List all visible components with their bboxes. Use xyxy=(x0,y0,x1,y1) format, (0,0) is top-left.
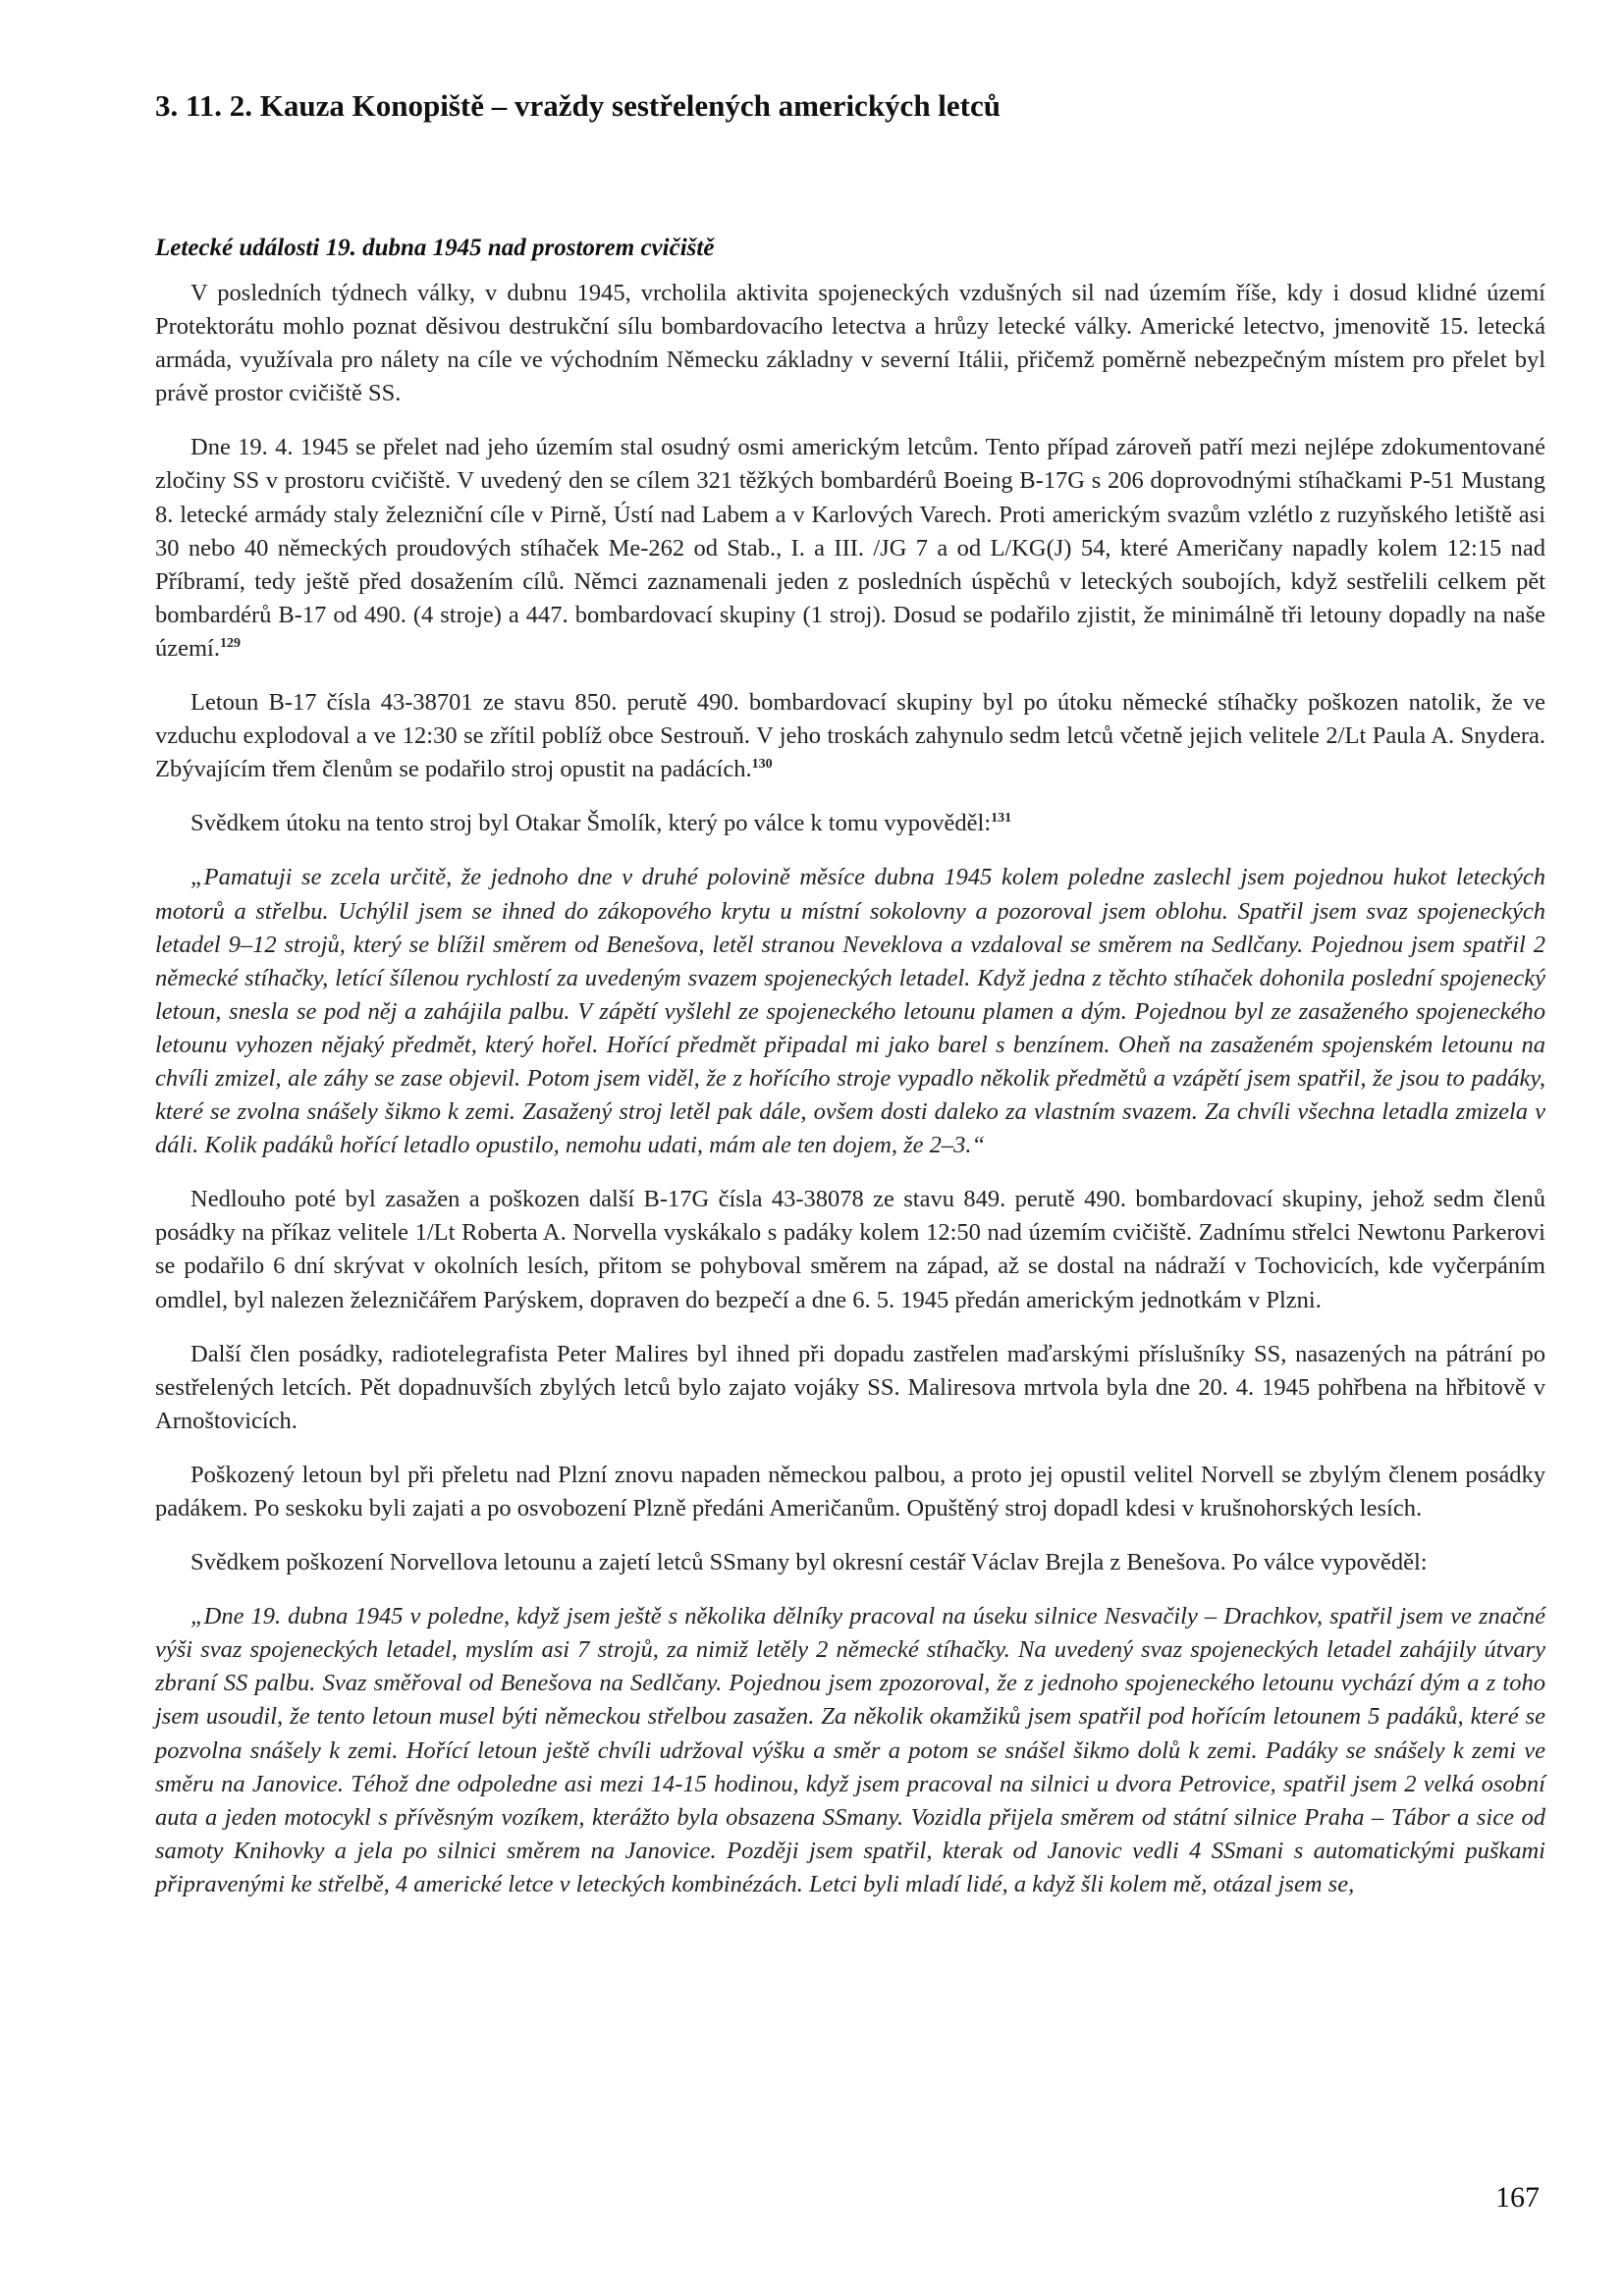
paragraph-text: Poškozený letoun byl při přeletu nad Plzní znovu napaden německou palbou, a proto jej opustil velitel Norvell se zbylým členem posádky padákem. Po seskoku byli zajati a po osvobození Plzně předáni Američanům. Opuštěný stroj dopadl kdesi v krušnohorských lesích. xyxy=(155,1461,1545,1522)
paragraph-text: Letoun B-17 čísla 43-38701 ze stavu 850. perutě 490. bombardovací skupiny byl po útoku německé stíhačky poškozen natolik, že ve vzduchu explodoval a ve 12:30 se zřítil poblíž obce Sestrouň. V jeho troskách zahynulo sedm letců včetně jejich velitele 2/Lt Paula A. Snydera. Zbývajícím třem členům se podařilo stroj opustit na padácích. xyxy=(155,689,1545,783)
page-number: 167 xyxy=(1495,2181,1540,2214)
quote-text: „Dne 19. dubna 1945 v poledne, když jsem ještě s několika dělníky pracoval na úseku silnice Nesvačily – Drachkov, spatřil jsem ve značné výši svaz spojeneckých letadel, myslím asi 7 strojů, za nimiž letěly 2 německé stíhačky. Na uvedený svaz spojeneckých letadel zahájily útvary zbraní SS palbu. Svaz směřoval od Benešova na Sedlčany. Pojednou jsem zpozoroval, že z jednoho spojeneckého letounu vychází dým a z toho jsem usoudil, že tento letoun musel býti německou střelbou zasažen. Za několik okamžiků jsem spatřil pod hořícím letounem 5 padáků, které se pozvolna snášely k zemi. Hořící letoun ještě chvíli udržoval výšku a směr a potom se snášel šikmo dolů k zemi. Padáky se snášely k zemi ve směru na Janovice. Téhož dne odpoledne asi mezi 14-15 hodinou, když jsem pracoval na silnici u dvora Petrovice, spatřil jsem 2 velká osobní auta a jeden motocykl s přívěsným vozíkem, kterážto byla obsazena SSmany. Vozidla přijela směrem od státní silnice Praha – Tábor a sice od samoty Knihovky a jela po silnici směrem na Janovice. Později jsem spatřil, kterak od Janovic vedli 4 SSmani s automatickými puškami připravenými ke střelbě, 4 americké letce v leteckých kombinézách. Letci byli mladí lidé, a když šli kolem mě, otázal jsem se, xyxy=(155,1603,1545,1897)
quote-text: „Pamatuji se zcela určitě, že jednoho dne v druhé polovině měsíce dubna 1945 kolem poledne zaslechl jsem pojednou hukot leteckých motorů a střelbu. Uchýlil jsem se ihned do zákopového krytu u místní sokolovny a pozoroval jsem oblohu. Spatřil jsem svaz spojeneckých letadel 9–12 strojů, který se blížil směrem od Benešova, letěl stranou Neveklova a vzdaloval se směrem na Sedlčany. Pojednou jsem spatřil 2 německé stíhačky, letící šílenou rychlostí za uvedeným svazem spojeneckých letadel. Když jedna z těchto stíhaček dohonila poslední spojenecký letoun, snesla se pod něj a zahájila palbu. V zápětí vyšlehl ze spojeneckého letounu plamen a dým. Pojednou byl ze zasaženého spojeneckého letounu vyhozen nějaký předmět, který hořel. Hořící předmět připadal mi jako barel s benzínem. Oheň na zasaženém spojenském letounu na chvíli zmizel, ale záhy se zase objevil. Potom jsem viděl, že z hořícího stroje vypadlo několik předmětů a vzápětí jsem spatřil, že jsou to padáky, které se zvolna snášely šikmo k zemi. Zasažený stroj letěl pak dále, ovšem dosti daleko za vlastním svazem. Za chvíli všechna letadla zmizela v dáli. Kolik padáků hořící letadlo opustilo, nemohu udati, mám ale ten dojem, že 2–3.“ xyxy=(155,864,1545,1159)
footnote-marker: 129 xyxy=(220,635,241,651)
paragraph xyxy=(155,686,1545,786)
paragraph-text: Dne 19. 4. 1945 se přelet nad jeho územím stal osudný osmi americkým letcům. Tento případ zároveň patří mezi nejlépe zdokumentované zločiny SS v prostoru cvičiště. V uvedený den se cílem 321 těžkých bombardérů Boeing B-17G s 206 doprovodnými stíhačkami P-51 Mustang 8. letecké armády staly železniční cíle v Pirně, Ústí nad Labem a v Karlových Varech. Proti americkým svazům vzlétlo z ruzyňského letiště asi 30 nebo 40 německých proudových stíhaček Me-262 od Stab., I. a III. /JG 7 a od L/KG(J) 54, které Američany napadly kolem 12:15 nad Příbramí, tedy ještě před dosažením cílů. Němci zaznamenali jeden z posledních úspěchů v leteckých soubojích, když sestřelili celkem pět bombardérů B-17 od 490. (4 stroje) a 447. bombardovací skupiny (1 stroj). Dosud se podařilo zjistit, že minimálně tři letouny dopadly na naše území. xyxy=(155,434,1545,662)
paragraph xyxy=(155,431,1545,666)
paragraph-text: Svědkem poškození Norvellova letounu a zajetí letců SSmany byl okresní cestář Václav Brejla z Benešova. Po válce vypověděl: xyxy=(190,1549,1428,1576)
subheading: Letecké události 19. dubna 1945 nad prostorem cvičiště xyxy=(155,235,715,261)
footnote-marker: 131 xyxy=(991,811,1012,827)
paragraph-text: V posledních týdnech války, v dubnu 1945, vrcholila aktivita spojeneckých vzdušných sil nad územím říše, kdy i dosud klidné území Protektorátu mohlo poznat děsivou destrukční sílu bombardovacího letectva a hrůzy letecké války. Americké letectvo, jmenovitě 15. letecká armáda, využívala pro nálety na cíle ve východním Německu základny v severní Itálii, přičemž poměrně nebezpečným místem pro přelet byl právě prostor cvičiště SS. xyxy=(155,280,1545,407)
testimony-quote xyxy=(155,1600,1545,1901)
testimony-quote xyxy=(155,861,1545,1162)
paragraph-text: Svědkem útoku na tento stroj byl Otakar Šmolík, který po válce k tomu vypověděl: xyxy=(190,810,992,837)
paragraph xyxy=(155,1459,1545,1525)
footnote-marker: 130 xyxy=(751,757,773,773)
paragraph xyxy=(155,807,1545,840)
paragraph xyxy=(155,1546,1545,1579)
paragraph xyxy=(155,1338,1545,1438)
page-content xyxy=(155,86,1545,1922)
paragraph xyxy=(155,1183,1545,1316)
paragraph-text: Nedlouho poté byl zasažen a poškozen další B-17G čísla 43-38078 ze stavu 849. perutě 490. bombardovací skupiny, jehož sedm členů posádky na příkaz velitele 1/Lt Roberta A. Norvella vyskákalo s padáky kolem 12:50 nad územím cvičiště. Zadnímu střelci Newtonu Parkerovi se podařilo 6 dní skrývat v okolních lesích, přitom se pohyboval směrem na západ, až se dostal na nádraží v Tochovicích, kde vyčerpáním omdlel, byl nalezen železničářem Parýskem, dopraven do bezpečí a dne 6. 5. 1945 předán americkým jednotkám v Plzni. xyxy=(155,1186,1545,1313)
paragraph xyxy=(155,277,1545,410)
paragraph-text: Další člen posádky, radiotelegrafista Peter Malires byl ihned při dopadu zastřelen maďarskými příslušníky SS, nasazených na pátrání po sestřelených letcích. Pět dopadnuvších zbylých letců bylo zajato vojáky SS. Maliresova mrtvola byla dne 20. 4. 1945 pohřbena na hřbitově v Arnoštovicích. xyxy=(155,1340,1545,1434)
section-heading: 3. 11. 2. Kauza Konopiště – vraždy sestřelených amerických letců xyxy=(155,88,1001,123)
